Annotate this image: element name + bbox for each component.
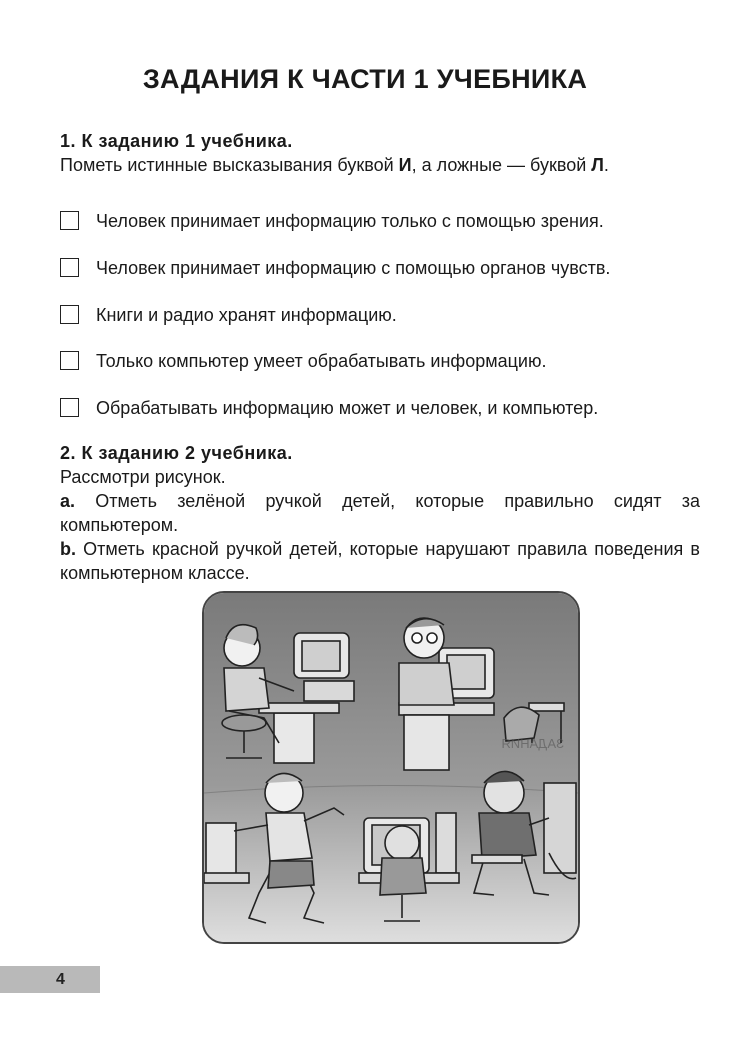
statement-checkbox-5[interactable]	[60, 398, 79, 417]
task2-section	[60, 441, 700, 585]
statement-text-5: Обрабатывать информацию может и человек, и компьютер.	[96, 398, 599, 418]
task1-intro-part3: .	[603, 155, 609, 175]
letter-true: И	[398, 155, 412, 175]
task1-heading: 1. К заданию 1 учебника.	[60, 131, 293, 151]
task1-intro	[60, 153, 700, 177]
computer-class-illustration	[202, 591, 580, 944]
statement-checkbox-3[interactable]	[60, 305, 79, 324]
statement-text-1: Человек принимает информацию только с помощью зрения.	[96, 211, 604, 231]
statement-text-2: Человек принимает информацию с помощью органов чувств.	[96, 258, 611, 278]
statement-checkbox-4[interactable]	[60, 351, 79, 370]
sub-a-text: Отметь зелёной ручкой детей, которые правильно сидят за компьютером.	[60, 491, 700, 535]
task1-intro-part2: , а ложные — буквой	[411, 155, 592, 175]
sub-b-text: Отметь красной ручкой детей, которые нарушают правила поведения в компьютерном классе.	[60, 539, 700, 583]
statement-item-2	[60, 256, 700, 280]
statement-item-1	[60, 209, 700, 233]
task2-intro: Рассмотри рисунок.	[60, 467, 226, 487]
statement-text-3: Книги и радио хранят информацию.	[96, 305, 397, 325]
letter-false: Л	[591, 155, 604, 175]
page-title: ЗАДАНИЯ К ЧАСТИ 1 УЧЕБНИКА	[142, 64, 588, 94]
statement-item-5	[60, 396, 700, 420]
statement-item-4	[60, 349, 700, 373]
page-number: 4	[0, 966, 100, 993]
task1-intro-part1: Пометь истинные высказывания буквой	[60, 155, 399, 175]
statement-checkbox-2[interactable]	[60, 258, 79, 277]
svg-text:ЗАДАНИЯ: ЗАДАНИЯ	[501, 736, 564, 751]
sub-a-label: а.	[60, 491, 76, 511]
statement-text-4: Только компьютер умеет обрабатывать информацию.	[96, 351, 547, 371]
task2-sub-a	[60, 489, 700, 537]
sub-b-label: b.	[60, 539, 76, 559]
statement-item-3	[60, 303, 700, 327]
task2-sub-b	[60, 537, 700, 585]
task2-heading: 2. К заданию 2 учебника.	[60, 443, 293, 463]
statement-checkbox-1[interactable]	[60, 211, 79, 230]
task1-section	[60, 129, 700, 177]
